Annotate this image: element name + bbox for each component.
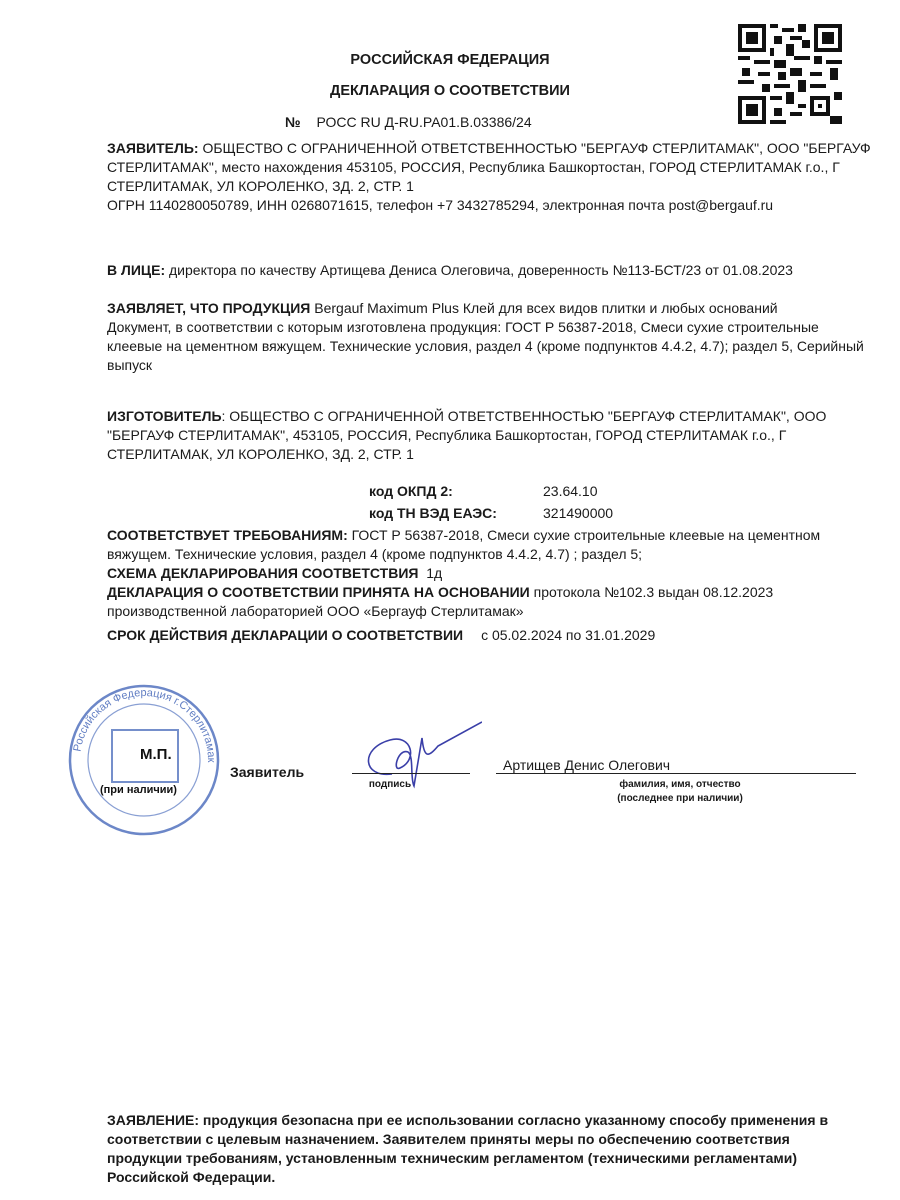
- stamp-mp-label: М.П.: [140, 746, 172, 763]
- name-line: [496, 773, 856, 774]
- applicant-contacts: ОГРН 1140280050789, ИНН 0268071615, телефон +7 3432785294, электронная почта post@bergauf.ru: [107, 197, 774, 213]
- complies-section: [107, 526, 877, 564]
- validity-label: СРОК ДЕЙСТВИЯ ДЕКЛАРАЦИИ О СООТВЕТСТВИИ: [107, 627, 464, 643]
- applicant-text: ОБЩЕСТВО С ОГРАНИЧЕННОЙ ОТВЕТСТВЕННОСТЬЮ "БЕРГАУФ СТЕРЛИТАМАК", ООО "БЕРГАУФ СТЕРЛИТАМАК", место нахождения 453105, РОССИЯ, Республика Башкортостан, ГОРОД СТЕРЛИТАМАК г.о., Г СТЕРЛИТАМАК, УЛ КОРОЛЕНКО, ЗД. 2, СТР. 1: [107, 140, 871, 194]
- okpd-label: код ОКПД 2:: [369, 483, 453, 499]
- represented-by-label: В ЛИЦЕ:: [107, 262, 166, 278]
- represented-by-text: директора по качеству Артищева Дениса Олеговича, доверенность №113-БСТ/23 от 01.08.2023: [165, 262, 793, 278]
- scheme-section: [107, 564, 877, 583]
- code-row-okpd: [369, 483, 453, 501]
- country-heading: РОССИЙСКАЯ ФЕДЕРАЦИЯ: [350, 52, 550, 68]
- scheme-value: 1д: [418, 565, 443, 581]
- tnved-label: код ТН ВЭД ЕАЭС:: [369, 505, 497, 521]
- validity-section: [107, 626, 877, 645]
- applicant-section: [107, 139, 877, 215]
- manufacturer-text: : ОБЩЕСТВО С ОГРАНИЧЕННОЙ ОТВЕТСТВЕННОСТЬЮ "БЕРГАУФ СТЕРЛИТАМАК", ООО "БЕРГАУФ СТЕРЛИТАМАК", 453105, РОССИЯ, Республика Башкортостан, ГОРОД СТЕРЛИТАМАК г.о., Г СТЕРЛИТАМАК, УЛ КОРОЛЕНКО, ЗД. 2, СТР. 1: [107, 408, 827, 462]
- validity-value: с 05.02.2024 по 31.01.2029: [481, 627, 656, 643]
- signer-name: Артищев Денис Олегович: [503, 757, 671, 773]
- declares-section: [107, 299, 877, 375]
- code-row-tnved: [369, 505, 497, 523]
- stamp-note: (при наличии): [100, 784, 177, 796]
- standard-document: Документ, в соответствии с которым изготовлена продукция: ГОСТ Р 56387-2018, Смеси сухие строительные клеевые на цементном вяжущем. Технические условия, раздел 4 (кроме подпунктов 4.4.2, 4.7); раздел 5, Серийный выпуск: [107, 319, 864, 373]
- complies-text: ГОСТ Р 56387-2018, Смеси сухие строительные клеевые на цементном вяжущем. Технические условия, раздел 4 (кроме подпунктов 4.4.2, 4.7) ; раздел 5;: [107, 527, 821, 562]
- manufacturer-section: [107, 407, 877, 464]
- basis-label: ДЕКЛАРАЦИЯ О СООТВЕТСТВИИ ПРИНЯТА НА ОСНОВАНИИ: [107, 584, 530, 600]
- signature-caption: подпись: [368, 779, 412, 790]
- basis-section: [107, 583, 877, 621]
- applicant-signature-label: Заявитель: [230, 764, 305, 780]
- declares-label: ЗАЯВЛЯЕТ, ЧТО ПРОДУКЦИЯ: [107, 300, 311, 316]
- declaration-number: [285, 114, 532, 130]
- document-title: ДЕКЛАРАЦИЯ О СООТВЕТСТВИИ: [330, 83, 570, 99]
- stamp-ring-text: Российская Федерация г.Стерлитамак: [71, 686, 218, 763]
- applicant-label: ЗАЯВИТЕЛЬ:: [107, 140, 199, 156]
- scheme-label: СХЕМА ДЕКЛАРИРОВАНИЯ СООТВЕТСТВИЯ: [107, 565, 419, 581]
- represented-by-section: [107, 261, 877, 280]
- product-name: Bergauf Maximum Plus Клей для всех видов плитки и любых оснований: [310, 300, 778, 316]
- tnved-value: 321490000: [543, 505, 614, 521]
- basis-text: протокола №102.3 выдан 08.12.2023 производственной лабораторией ООО «Бергауф Стерлитамак»: [107, 584, 774, 619]
- company-stamp: [62, 684, 226, 836]
- name-caption-1: фамилия, имя, отчество: [619, 779, 741, 790]
- number-label: №: [285, 114, 301, 130]
- signature-line: [352, 773, 470, 774]
- number-value: РОСС RU Д-RU.PA01.B.03386/24: [316, 114, 532, 130]
- okpd-value: 23.64.10: [543, 483, 598, 499]
- safety-statement: ЗАЯВЛЕНИЕ: продукция безопасна при ее использовании согласно указанному способу применения в соответствии с целевым назначением. Заявителем приняты меры по обеспечению соответствия продукции требованиям, установленным техническим регламентом (техническими регламентами) Российской Федерации.: [107, 1112, 829, 1185]
- manufacturer-label: ИЗГОТОВИТЕЛЬ: [107, 408, 222, 424]
- name-caption-2: (последнее при наличии): [617, 793, 743, 804]
- qr-code-icon: [738, 24, 842, 124]
- complies-label: СООТВЕТСТВУЕТ ТРЕБОВАНИЯМ:: [107, 527, 348, 543]
